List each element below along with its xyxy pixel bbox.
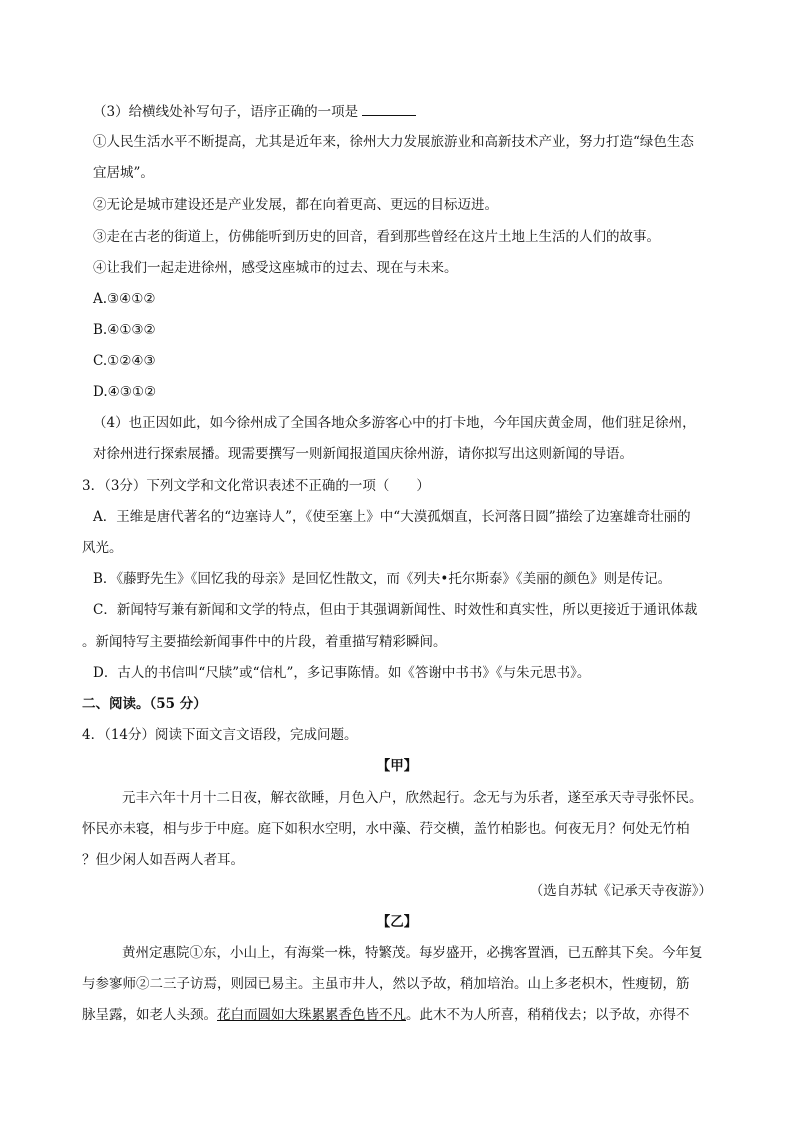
q3-option-a-cont: 风光。	[82, 540, 123, 556]
sentence-1: ①人民生活水平不断提高，尤其是近年来，徐州大力发展旅游业和高新技术产业，努力打造“绿色生态	[93, 134, 694, 150]
passage-jia-title: 【甲】	[376, 758, 418, 774]
sentence-4: ④让我们一起走进徐州，感受这座城市的过去、现在与未来。	[93, 260, 458, 276]
option-d: D.④③①②	[93, 384, 157, 400]
passage-jia-source: （选自苏轼《记承天寺夜游》）	[529, 883, 712, 899]
question-3-stem: 3．（3分）下列文学和文化常识表述不正确的一项（ ）	[82, 478, 430, 494]
option-b: B.④①③②	[93, 322, 156, 338]
sentence-3: ③走在古老的街道上，仿佛能听到历史的回音，看到那些曾经在这片土地上生活的人们的故事。	[93, 229, 660, 245]
sentence-2: ②无论是城市建设还是产业发展，都在向着更高、更远的目标迈进。	[93, 197, 498, 213]
q3-sub-stem: （3）给横线处补写句子，语序正确的一项是	[93, 103, 416, 121]
q3-option-c: C．新闻特写兼有新闻和文学的特点，但由于其强调新闻性、时效性和真实性，所以更接近于通讯体裁	[93, 602, 698, 618]
question-4-stem: 4．（14分）阅读下面文言文语段，完成问题。	[82, 727, 358, 743]
q4-sub-line2: 对徐州进行探索展播。现需要撰写一则新闻报道国庆徐州游，请你拟写出这则新闻的导语。	[93, 446, 633, 462]
q3-option-c-cont: 。新闻特写主要描绘新闻事件中的片段，着重描写精彩瞬间。	[82, 634, 447, 650]
q3-option-b: B．《藤野先生》《回忆我的母亲》是回忆性散文，而《列夫•托尔斯泰》《美丽的颜色》则是传记。	[93, 571, 672, 587]
option-c: C.①②④③	[93, 353, 156, 369]
passage-yi-line2: 与参寥师②二三子访焉，则园已易主。主虽市井人，然以予故，稍加培治。山上多老枳木，性瘦韧，筋	[82, 976, 690, 992]
sentence-1-cont: 宜居城”。	[93, 165, 154, 181]
q3-option-a: A．王维是唐代著名的“边塞诗人”，《使至塞上》中“大漠孤烟直，长河落日圆”描绘了边塞雄奇壮丽的	[93, 509, 691, 525]
passage-yi-line3: 脉呈露，如老人头颈。花白而圆如大珠累累香色皆不凡。此木不为人所喜，稍稍伐去；以予故，亦得不	[82, 1007, 690, 1023]
passage-yi-title: 【乙】	[376, 914, 418, 930]
underlined-sentence: 花白而圆如大珠累累香色皆不凡	[217, 1007, 406, 1023]
passage-jia-line1: 元丰六年十月十二日夜，解衣欲睡，月色入户，欣然起行。念无与为乐者，遂至承天寺寻张怀民。	[122, 790, 703, 806]
passage-jia-line2: 怀民亦未寝，相与步于中庭。庭下如积水空明，水中藻、荇交横，盖竹柏影也。何夜无月？何处无竹柏	[82, 821, 690, 837]
answer-blank	[362, 103, 416, 116]
q4-sub-line1: （4）也正因如此，如今徐州成了全国各地众多游客心中的打卡地，今年国庆黄金周，他们驻足徐州，	[93, 415, 696, 431]
section-heading: 二、阅读。（55 分）	[82, 696, 207, 712]
q3-option-d: D．古人的书信叫“尺牍”或“信札”，多记事陈情。如《答谢中书书》《与朱元思书》。	[93, 665, 591, 681]
passage-jia-line3: ？但少闲人如吾两人者耳。	[82, 852, 244, 868]
option-a: A.③④①②	[93, 291, 156, 307]
passage-yi-line1: 黄州定惠院①东，小山上，有海棠一株，特繁茂。每岁盛开，必携客置酒，已五醉其下矣。今年复	[122, 945, 703, 961]
